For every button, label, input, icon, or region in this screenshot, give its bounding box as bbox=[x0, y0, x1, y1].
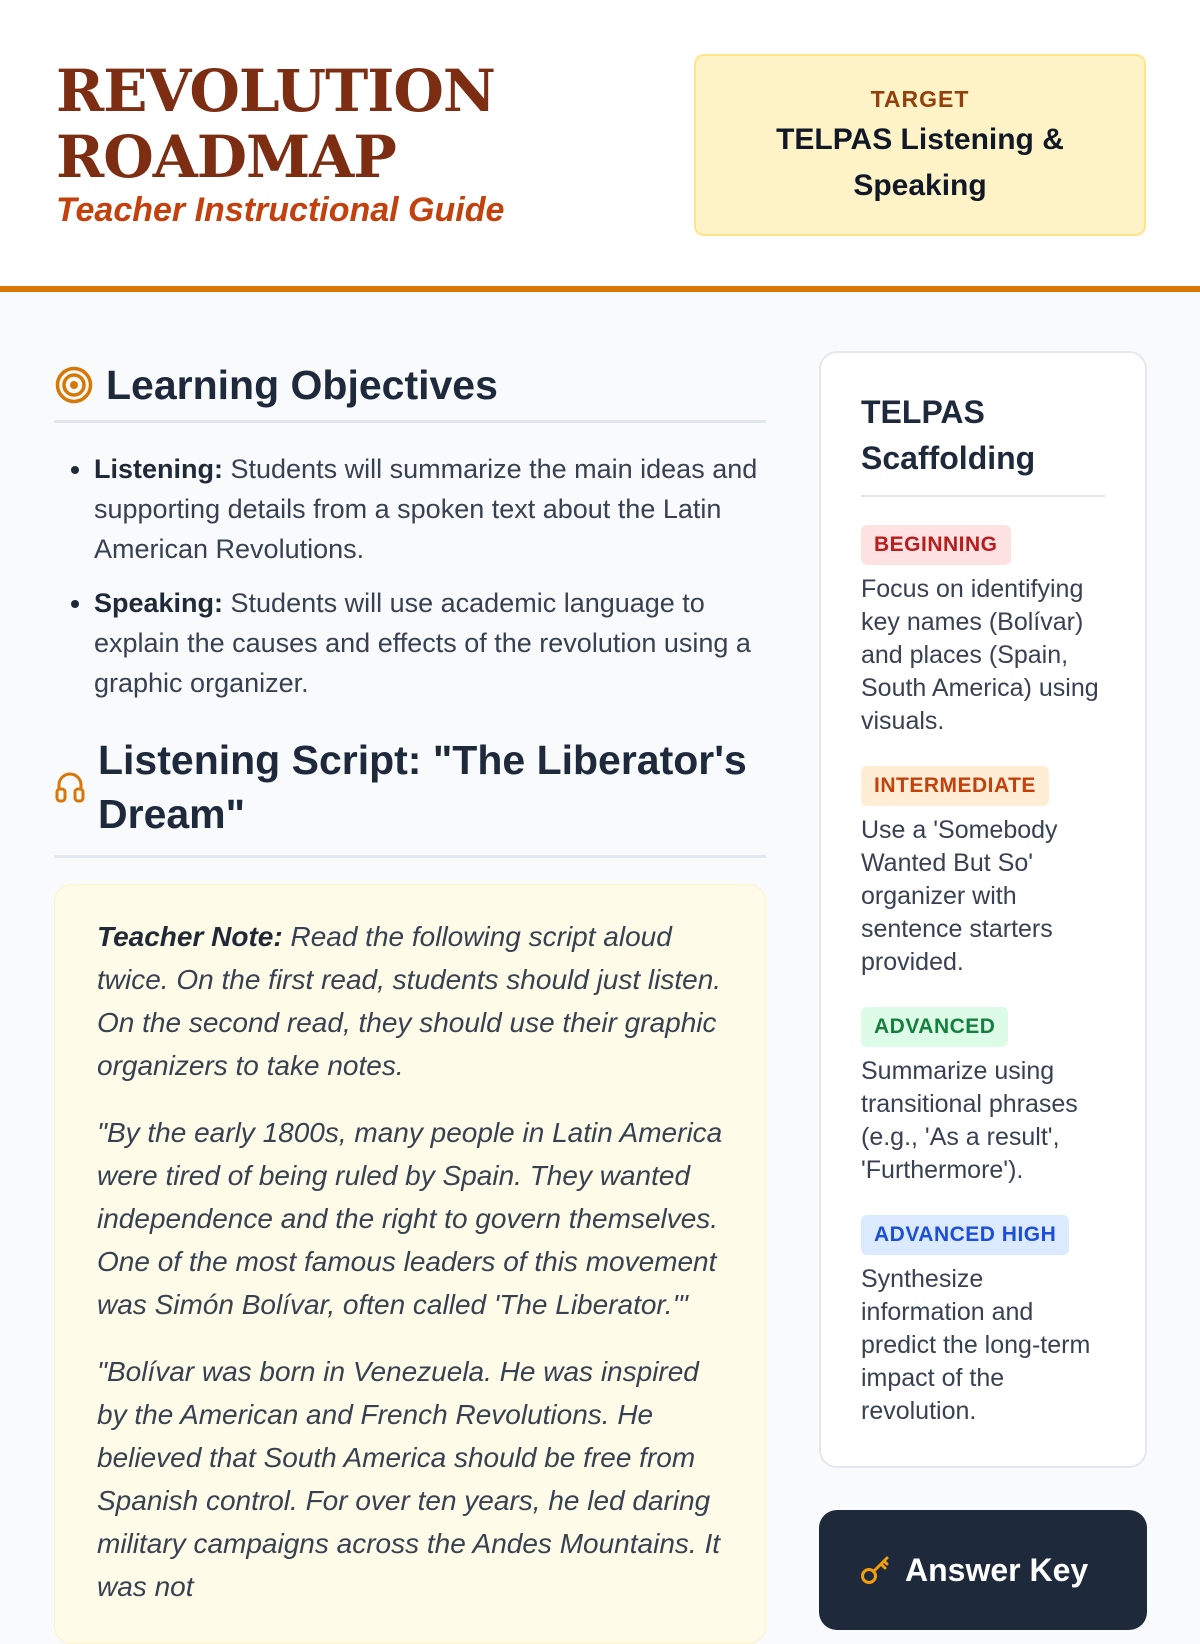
level-badge-advanced: ADVANCED bbox=[861, 1007, 1008, 1047]
page-header bbox=[0, 0, 1200, 292]
list-item bbox=[94, 583, 766, 703]
page-title bbox=[56, 58, 495, 190]
level-beginning bbox=[861, 525, 1105, 738]
list-item bbox=[94, 449, 766, 569]
scaffolding-card bbox=[819, 351, 1147, 1468]
objectives-heading: Learning Objectives bbox=[106, 362, 498, 408]
level-badge-intermediate: INTERMEDIATE bbox=[861, 766, 1049, 806]
objectives-section bbox=[54, 350, 766, 703]
level-advanced bbox=[861, 1007, 1105, 1187]
page-subtitle: Teacher Instructional Guide bbox=[56, 191, 505, 229]
objectives-heading-row bbox=[54, 350, 766, 423]
answer-key-card[interactable] bbox=[819, 1510, 1147, 1630]
teacher-note-label: Teacher Note: bbox=[97, 921, 283, 952]
teacher-note-text: Read the following script aloud twice. On the first read, students should just listen. On the second read, they should use their graphic organizers to take notes. bbox=[97, 921, 722, 1081]
objective-text: Students will summarize the main ideas and supporting details from a spoken text about the Latin American Revolutions. bbox=[94, 454, 758, 564]
level-advanced-high bbox=[861, 1215, 1105, 1428]
script-paragraph: "By the early 1800s, many people in Latin America were tired of being ruled by Spain. They wanted independence and the right to govern themselves. One of the most famous leaders of this movement was Simón Bolívar, often called 'The Liberator.'" bbox=[97, 1117, 723, 1320]
script-heading: Listening Script: "The Liberator's Dream" bbox=[98, 737, 747, 837]
teacher-note bbox=[97, 915, 725, 1087]
target-icon bbox=[54, 365, 94, 405]
title-line-2: ROADMAP bbox=[56, 123, 396, 191]
target-value: TELPAS Listening & Speaking bbox=[776, 123, 1064, 202]
script-paragraph: "Bolívar was born in Venezuela. He was inspired by the American and French Revolutions. He believed that South America should be free from Spanish control. For over ten years, he led daring military campaigns across the Andes Mountains. It was not bbox=[97, 1356, 721, 1602]
objective-label: Speaking: bbox=[94, 588, 224, 618]
script-heading-row bbox=[54, 733, 766, 858]
answer-key-label: Answer Key bbox=[905, 1552, 1089, 1588]
target-box bbox=[694, 54, 1146, 236]
headphones-icon bbox=[54, 769, 86, 805]
level-badge-advanced-high: ADVANCED HIGH bbox=[861, 1215, 1069, 1255]
level-text: Synthesize information and predict the long-term impact of the revolution. bbox=[861, 1265, 1091, 1425]
level-text: Use a 'Somebody Wanted But So' organizer with sentence starters provided. bbox=[861, 816, 1058, 976]
script-box bbox=[54, 884, 766, 1644]
level-badge-beginning: BEGINNING bbox=[861, 525, 1011, 565]
level-text: Focus on identifying key names (Bolívar) and places (Spain, South America) using visuals. bbox=[861, 575, 1099, 735]
target-label: TARGET bbox=[870, 86, 970, 112]
script-section bbox=[54, 733, 766, 1644]
title-line-1: REVOLUTION bbox=[56, 57, 495, 125]
main-column bbox=[54, 350, 766, 1644]
objective-label: Listening: bbox=[94, 454, 223, 484]
objective-text: Students will use academic language to explain the causes and effects of the revolution using a graphic organizer. bbox=[94, 588, 751, 698]
level-text: Summarize using transitional phrases (e.g., 'As a result', 'Furthermore'). bbox=[861, 1057, 1078, 1184]
objectives-list bbox=[54, 449, 766, 703]
scaffolding-title: TELPAS Scaffolding bbox=[861, 389, 1105, 497]
key-icon bbox=[859, 1554, 893, 1588]
level-intermediate bbox=[861, 766, 1105, 979]
